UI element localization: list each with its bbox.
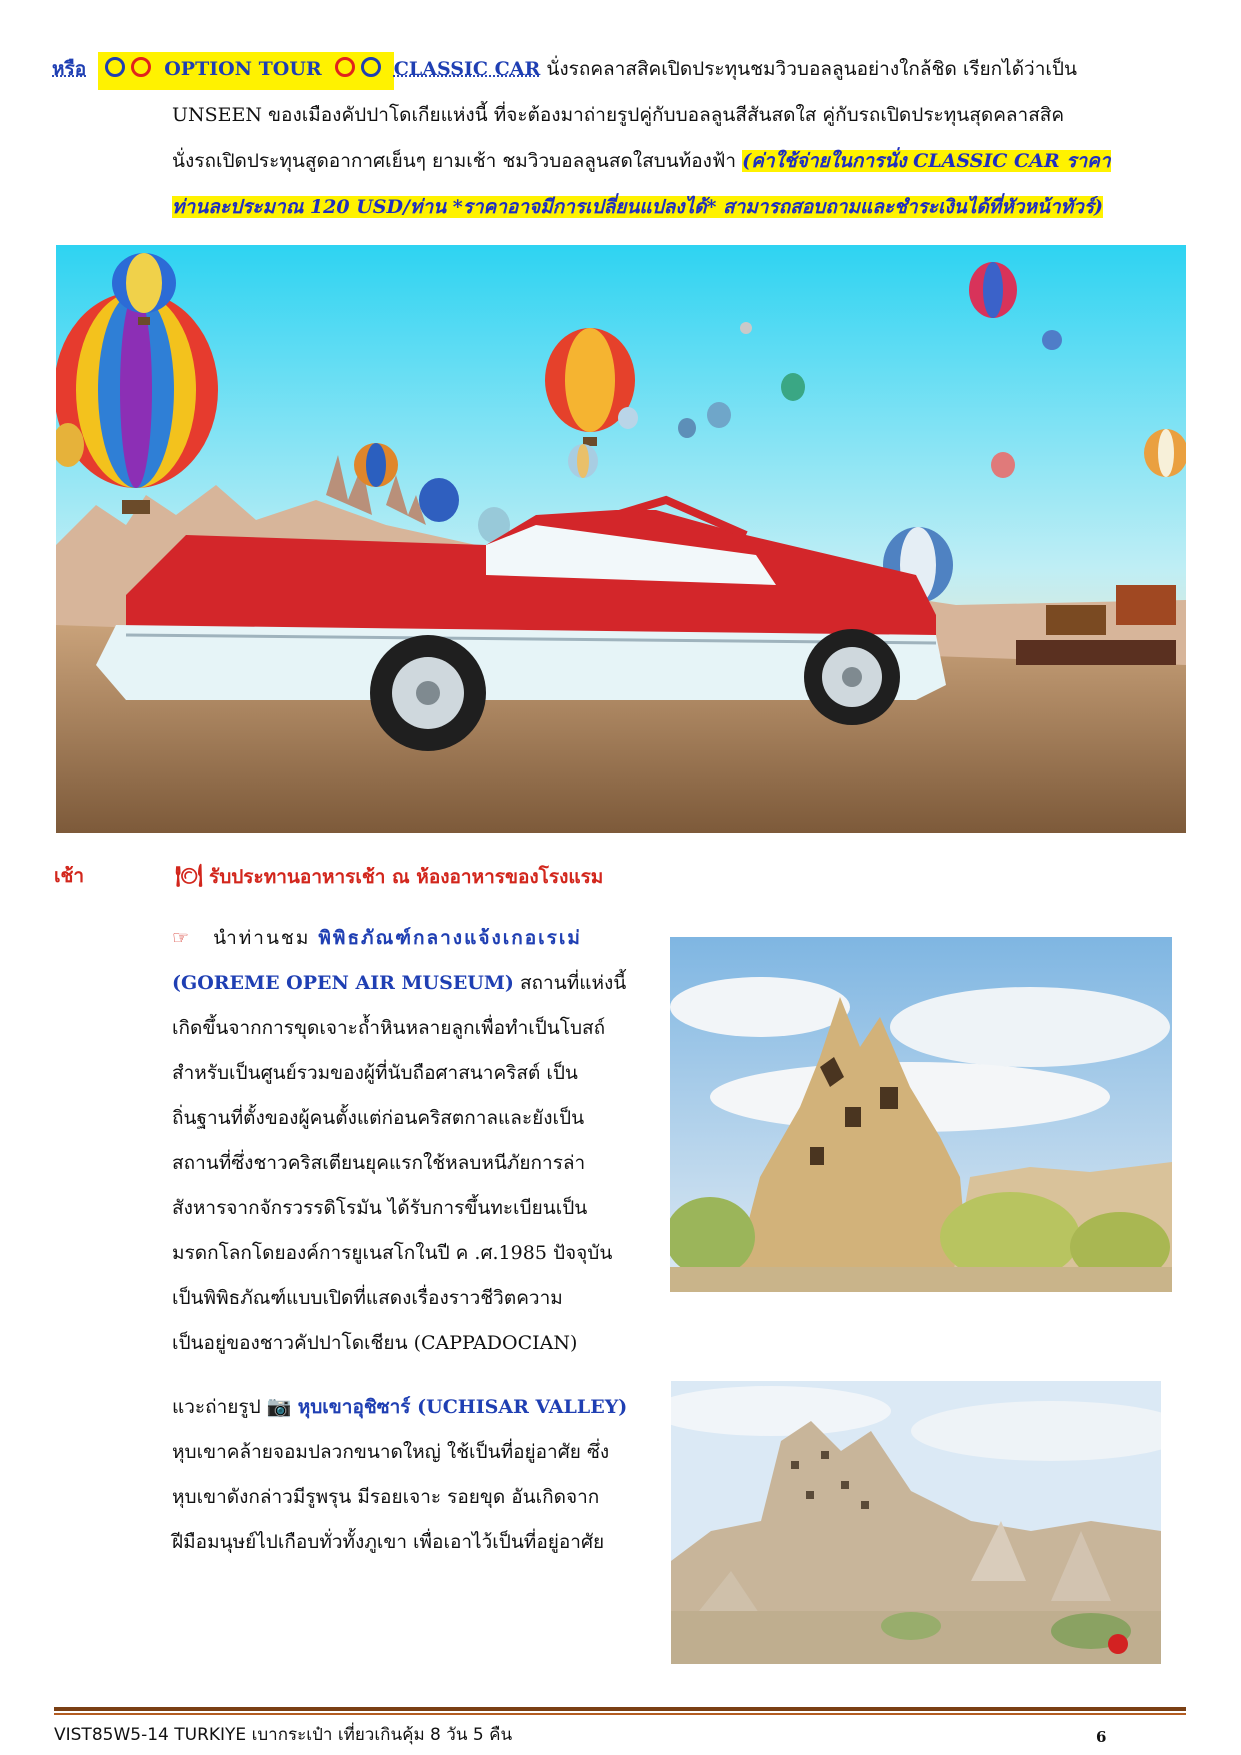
classic-car-balloons-photo — [56, 245, 1186, 833]
uchisar-name: หุบเขาอุชิซาร์ (UCHISAR VALLEY) — [297, 1396, 628, 1418]
page-number: 6 — [1096, 1728, 1107, 1746]
turkey-flag-icon — [1108, 1634, 1128, 1654]
option-line-1 — [52, 46, 1077, 92]
blue-circle-icon — [361, 57, 381, 77]
uchisar-intro: แวะถ่ายรูป — [172, 1396, 261, 1418]
uchisar-valley-photo — [671, 1381, 1161, 1664]
option-line1-rest: นั่งรถคลาสสิคเปิดประทุนชมวิวบอลลูนอย่างใกล้ชิด เรียกได้ว่าเป็น — [546, 58, 1077, 80]
goreme-paragraph — [172, 916, 647, 1366]
meal-line — [175, 853, 603, 900]
footer-program: เบากระเป๋า เที่ยวเกินคุ้ม 8 วัน 5 คืน — [251, 1725, 513, 1745]
goreme-text: เกิดขึ้นจากการขุดเจาะถ้ำหินหลายลูกเพื่อทำเป็นโบสถ์ — [172, 1017, 606, 1039]
uchisar-text: หุบเขาดังกล่าวมีรูพรุน มีรอยเจาะ รอยขุด อันเกิดจาก — [172, 1486, 600, 1508]
goreme-text: เป็นพิพิธภัณฑ์แบบเปิดที่แสดงเรื่องราวชีวิตความ — [172, 1287, 563, 1309]
goreme-intro: นำท่านชม — [213, 927, 311, 949]
goreme-text: เป็นอยู่ของชาวคัปปาโดเชียน (CAPPADOCIAN) — [172, 1332, 578, 1354]
goreme-line-0 — [172, 916, 647, 961]
option-line-3 — [172, 138, 1111, 184]
option-lead: หรือ — [52, 58, 87, 80]
option-price-note-2: ท่านละประมาณ 120 USD/ท่าน *ราคาอาจมีการเปลี่ยนแปลงได้* สามารถสอบถามและชำระเงินได้ที่หัวหน้าทัวร์) — [172, 196, 1103, 218]
option-tag-highlight — [98, 52, 394, 90]
goreme-text: ถิ่นฐานที่ตั้งของผู้คนตั้งแต่ก่อนคริสตกาลและยังเป็น — [172, 1107, 585, 1129]
goreme-museum-photo — [670, 937, 1172, 1292]
option-line-4 — [172, 184, 1103, 230]
uchisar-text: ฝีมือมนุษย์ไปเกือบทั่วทั้งภูเขา เพื่อเอาไว้เป็นที่อยู่อาศัย — [172, 1531, 605, 1553]
footer-title — [54, 1720, 512, 1750]
option-line3-plain: นั่งรถเปิดประทุนสูดอากาศเย็นๆ ยามเช้า ชมวิวบอลลูนสดใสบนท้องฟ้า — [172, 150, 737, 172]
option-price-note-1: (ค่าใช้จ่ายในการนั่ง CLASSIC CAR ราคา — [742, 150, 1111, 172]
uchisar-line-0 — [172, 1384, 652, 1430]
goreme-text: มรดกโลกโดยองค์การยูเนสโกในปี ค .ศ.1985 ปัจจุบัน — [172, 1242, 613, 1264]
goreme-text: สำหรับเป็นศูนย์รวมของผู้ที่นับถือศาสนาคริสต์ เป็น — [172, 1062, 578, 1084]
meal-text: รับประทานอาหารเช้า ณ ห้องอาหารของโรงแรม — [208, 866, 604, 888]
goreme-text: สถานที่ซึ่งชาวคริสเตียนยุคแรกใช้หลบหนีภัยการล่า — [172, 1152, 586, 1174]
goreme-name-en: (GOREME OPEN AIR MUSEUM) — [172, 972, 514, 994]
red-circle-icon — [335, 57, 355, 77]
hand-pointer-icon: ☞ — [172, 927, 192, 949]
red-circle-icon — [131, 57, 151, 77]
uchisar-text: หุบเขาคล้ายจอมปลวกขนาดใหญ่ ใช้เป็นที่อยู่อาศัย ซึ่ง — [172, 1441, 610, 1463]
camera-icon: 📷 — [266, 1394, 292, 1418]
option-line-2: UNSEEN ของเมืองคัปปาโดเกียแห่งนี้ ที่จะต้องมาถ่ายรูปคู่กับบอลลูนสีสันสดใส คู่กับรถเปิดประทุนสุดคลาสสิค — [172, 104, 1065, 126]
goreme-line-1 — [172, 961, 647, 1006]
goreme-name-th: พิพิธภัณฑ์กลางแจ้งเกอเรเม่ — [318, 927, 582, 949]
goreme-text: สถานที่แห่งนี้ — [519, 972, 627, 994]
uchisar-paragraph — [172, 1384, 652, 1565]
goreme-text: สังหารจากจักรวรรดิโรมัน ได้รับการขึ้นทะเบียนเป็น — [172, 1197, 588, 1219]
blue-circle-icon — [105, 57, 125, 77]
morning-label — [54, 853, 84, 899]
option-tag-classic-car: CLASSIC CAR — [393, 58, 541, 80]
morning-label-text: เช้า — [54, 865, 85, 887]
footer-code: VIST85W5-14 TURKIYE — [54, 1725, 247, 1745]
utensils-icon: 🍽 — [175, 863, 203, 889]
footer-rule-bottom — [54, 1713, 1186, 1715]
footer-rule-top — [54, 1707, 1186, 1711]
option-tag: OPTION TOUR — [164, 58, 322, 80]
